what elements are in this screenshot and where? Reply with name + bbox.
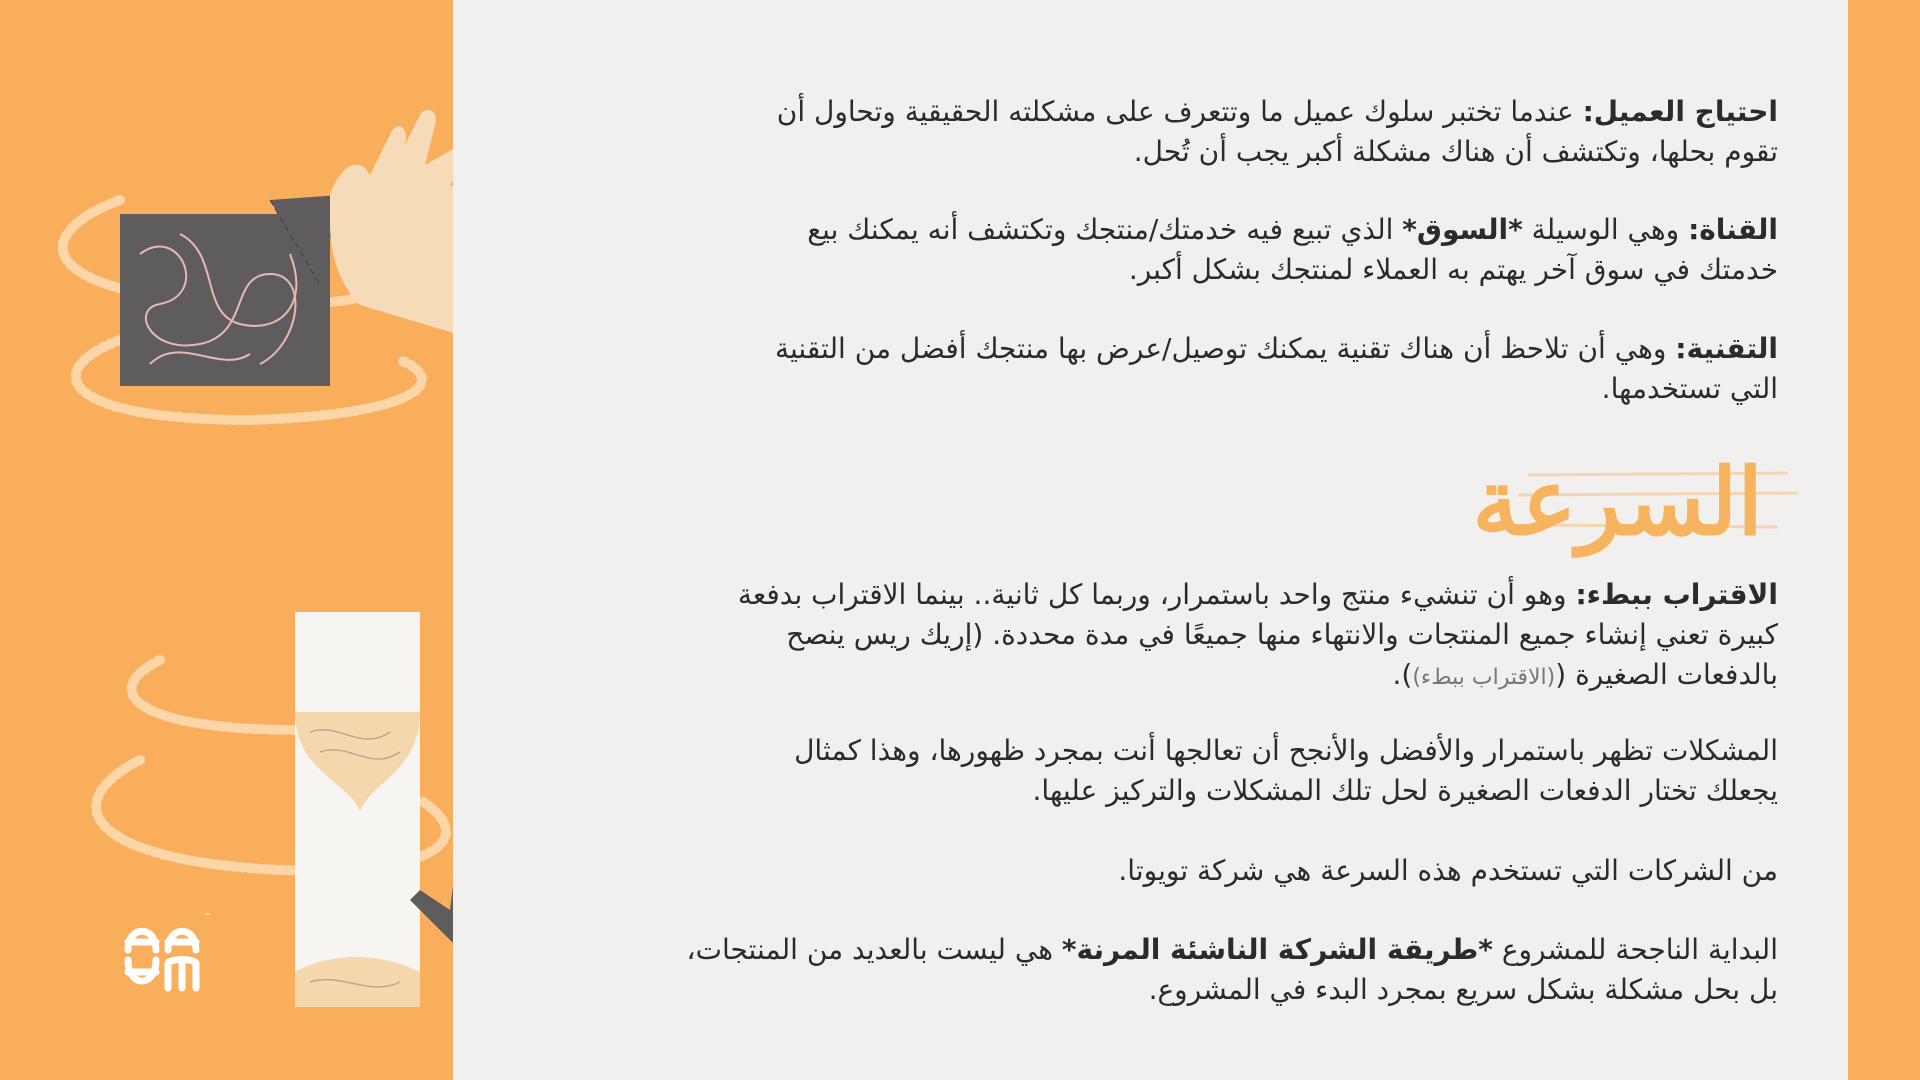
text-line: الذي تبيع فيه خدمتك/منتجك وتكتشف أنه يمكنك بيع [807, 213, 1403, 246]
text-line: البداية الناجحة للمشروع [1492, 933, 1778, 966]
text-line: بل بحل مشكلة بشكل سريع بمجرد البدء في المشروع. [1148, 973, 1778, 1006]
lean-startup-term: *طريقة الشركة الناشئة المرنة* [1061, 933, 1493, 966]
text-line: ). [1392, 658, 1413, 691]
text-line: وهي الوسيلة [1522, 213, 1689, 246]
right-orange-strip [1848, 0, 1920, 1080]
text-line: هي ليست بالعديد من المنتجات، [686, 933, 1062, 966]
text-line: يجعلك تختار الدفعات الصغيرة لحل تلك المشكلات والتركيز عليها. [1032, 774, 1778, 807]
text-line: بالدفعات الصغيرة ( [1555, 658, 1778, 691]
paragraph-lean [687, 930, 1778, 1010]
text-line: كبيرة تعني إنشاء جميع المنتجات والانتهاء منها جميعًا في مدة محددة. (إريك ريس ينصح [786, 618, 1778, 651]
text-line: وهي أن تلاحظ أن هناك تقنية يمكنك توصيل/عرض بها منتجك أفضل من التقنية [774, 332, 1676, 365]
paragraph-customer-need [777, 92, 1778, 172]
text-line: التي تستخدمها. [1601, 372, 1778, 405]
paragraph-toyota [1118, 851, 1778, 891]
paragraph-problems [794, 731, 1778, 811]
label-channel: القناة: [1688, 213, 1778, 246]
note-text: (الاقتراب ببطء) [1412, 665, 1556, 690]
trademark-symbol: ™ [204, 912, 212, 921]
left-illustration-panel [0, 0, 453, 1080]
label-slow-approach: الاقتراب ببطء: [1575, 578, 1778, 611]
market-term: *السوق* [1402, 213, 1523, 246]
paragraph-channel [807, 210, 1778, 290]
text-line: خدمتك في سوق آخر يهتم به العملاء لمنتجك بشكل أكبر. [1128, 253, 1778, 286]
label-technology: التقنية: [1675, 332, 1778, 365]
paragraph-slow-approach [738, 575, 1778, 698]
paragraph-technology [775, 329, 1778, 409]
text-line: تقوم بحلها، وتكتشف أن هناك مشكلة أكبر يجب أن تُحل. [1133, 135, 1778, 168]
logo-icon [122, 910, 212, 1000]
text-line: من الشركات التي تستخدم هذه السرعة هي شركة تويوتا. [1118, 854, 1778, 887]
content-panel [453, 0, 1848, 1080]
label-customer-need: احتياج العميل: [1582, 95, 1778, 128]
text-line: وهو أن تنشيء منتج واحد باستمرار، وربما كل ثانية.. بينما الاقتراب بدفعة [737, 578, 1576, 611]
brand-logo [122, 910, 212, 1000]
section-heading-speed: السرعة [1472, 448, 1763, 556]
text-line: المشكلات تظهر باستمرار والأفضل والأنجح أن تعالجها أنت بمجرد ظهورها، وهذا كمثال [794, 734, 1778, 767]
text-line: عندما تختبر سلوك عميل ما وتتعرف على مشكلته الحقيقية وتحاول أن [776, 95, 1583, 128]
